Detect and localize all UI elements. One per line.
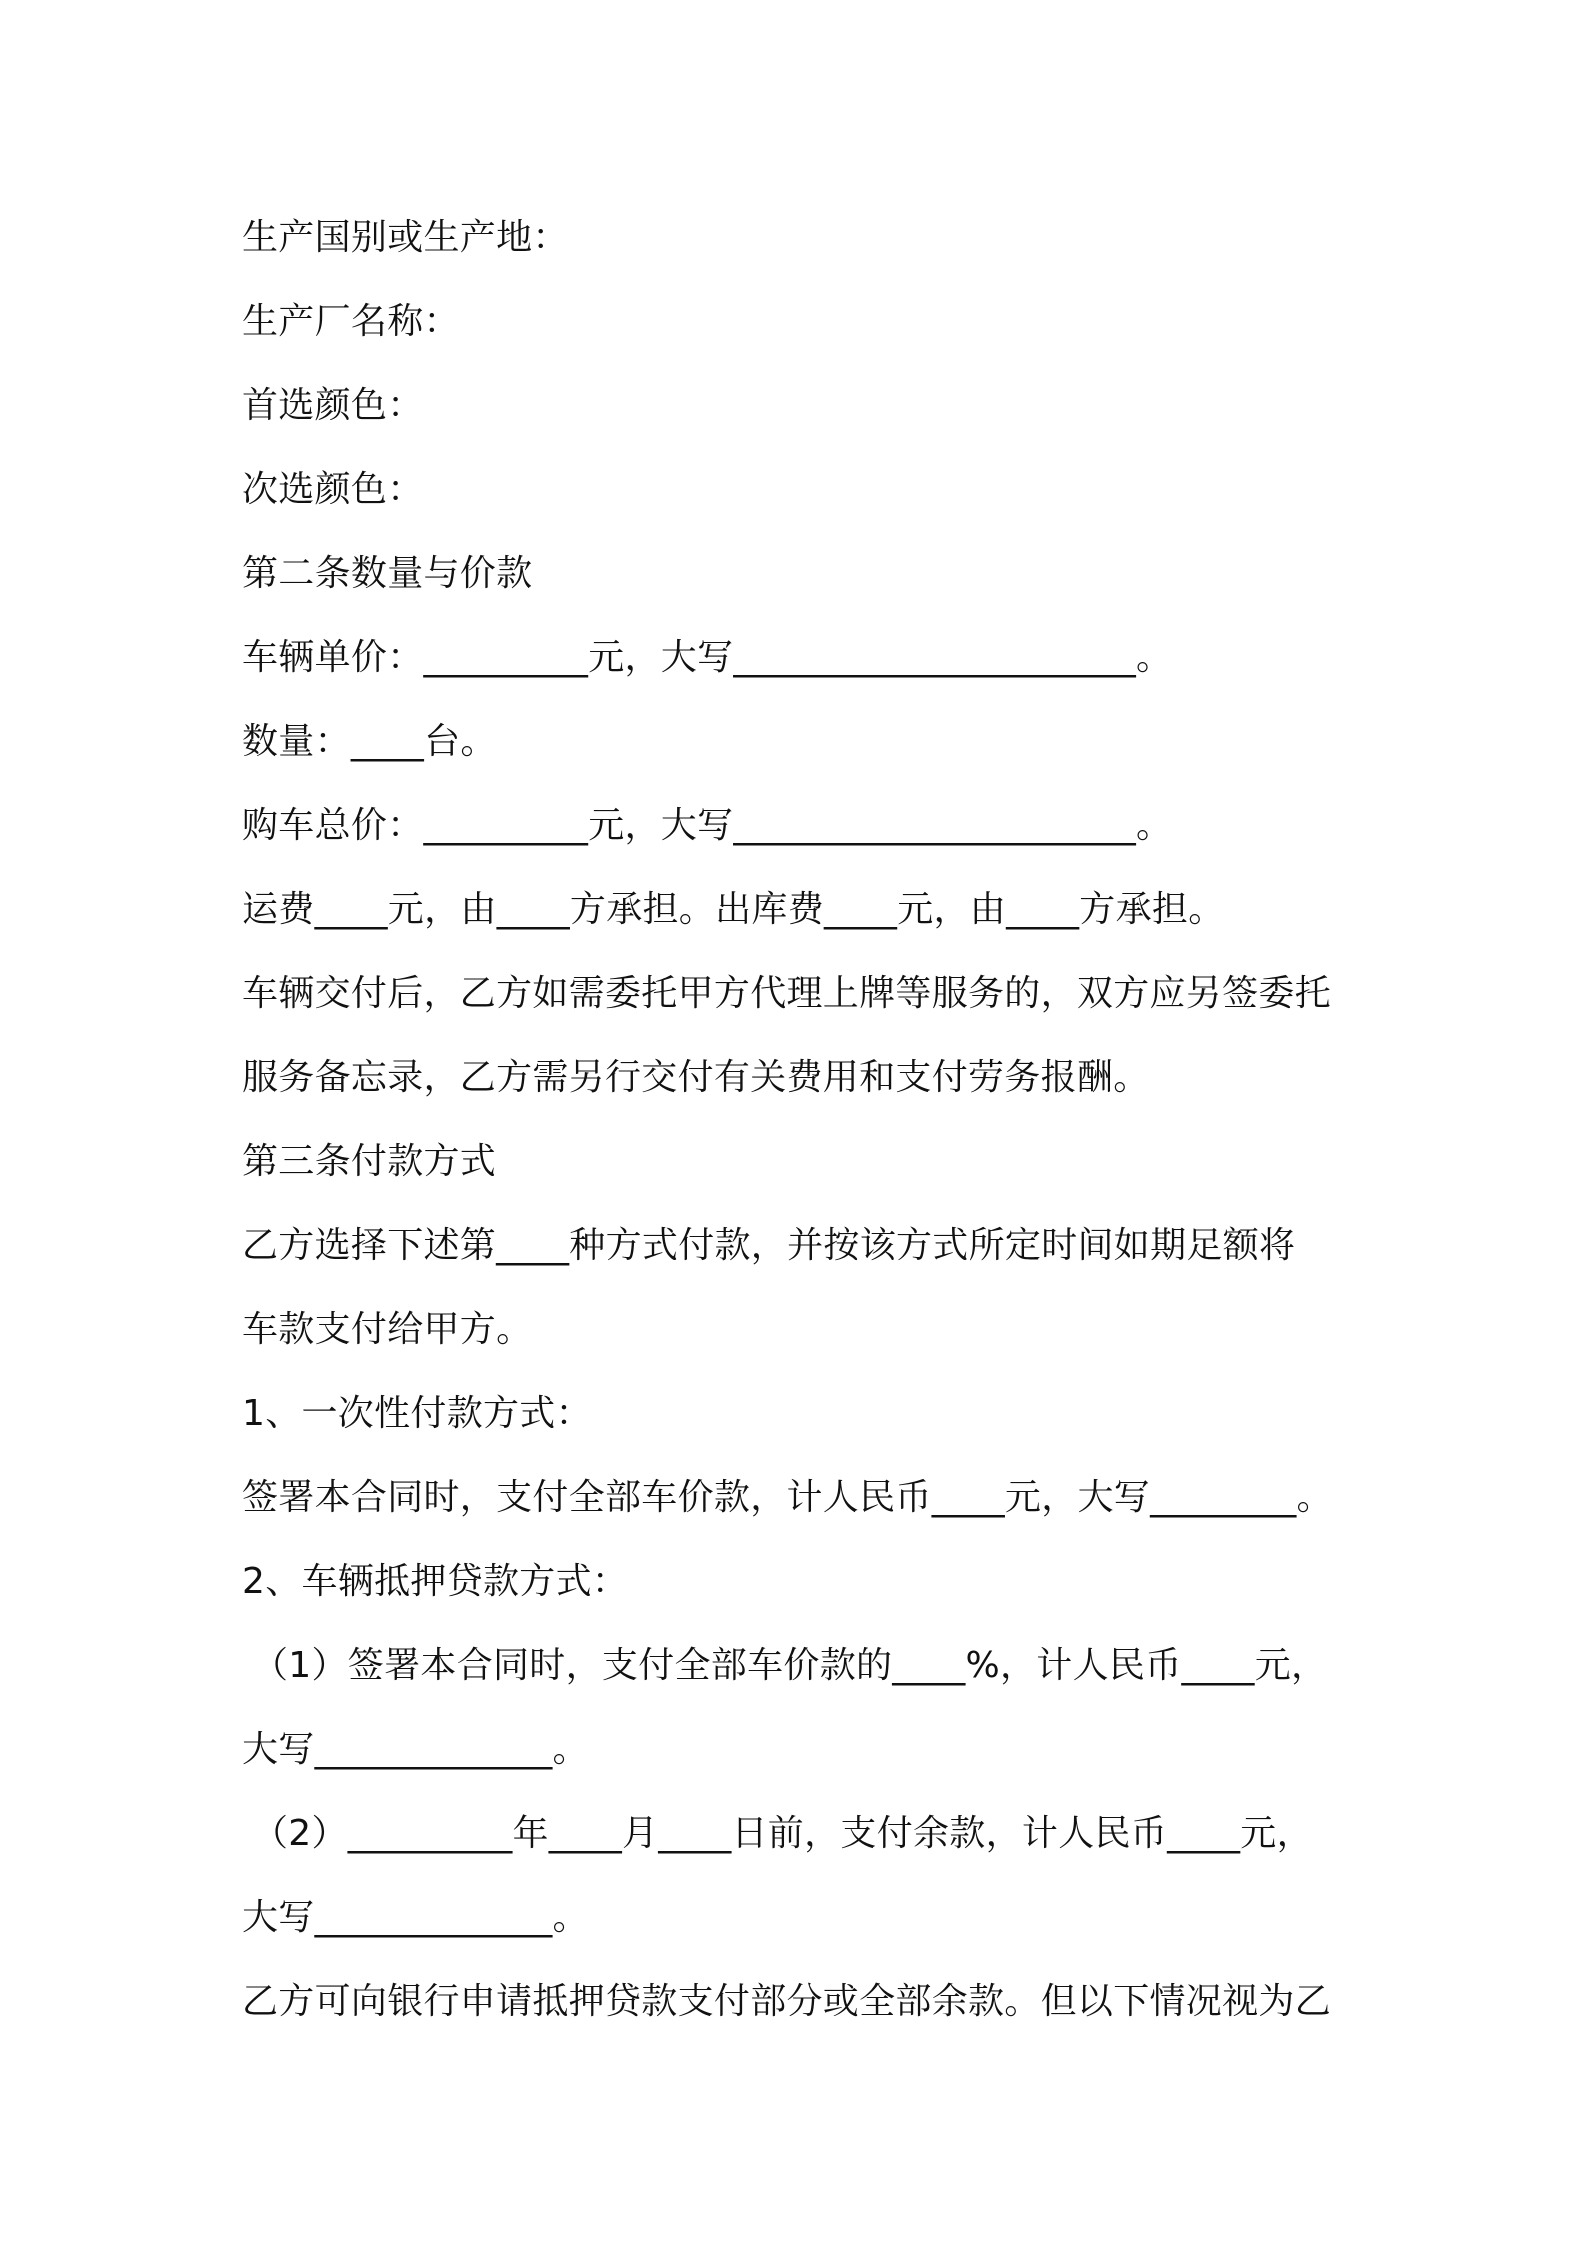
paragraph-delivery-services-cont: 服务备忘录，乙方需另行交付有关费用和支付劳务报酬。 — [242, 1057, 1150, 1098]
clause-mortgage-1: （1）签署本合同时，支付全部车价款的____%，计人民币____元， — [252, 1645, 1328, 1686]
paragraph-lump-sum-detail: 签署本合同时，支付全部车价款，计人民币____元，大写________。 — [242, 1477, 1333, 1518]
field-preferred-color: 首选颜色： — [242, 385, 424, 426]
list-item-mortgage-loan: 2、车辆抵押贷款方式： — [242, 1561, 629, 1602]
field-production-country: 生产国别或生产地： — [242, 217, 569, 258]
field-secondary-color: 次选颜色： — [242, 469, 424, 510]
clause-mortgage-1-cont: 大写_____________。 — [242, 1729, 589, 1770]
paragraph-bank-loan: 乙方可向银行申请抵押贷款支付部分或全部余款。但以下情况视为乙 — [242, 1981, 1332, 2022]
section-heading-quantity-price: 第二条数量与价款 — [242, 553, 533, 594]
field-freight-fees: 运费____元，由____方承担。出库费____元，由____方承担。 — [242, 889, 1225, 930]
field-unit-price: 车辆单价：_________元，大写______________________。 — [242, 637, 1173, 678]
paragraph-payment-choice-cont: 车款支付给甲方。 — [242, 1309, 533, 1350]
document-body — [242, 196, 1362, 2044]
field-total-price: 购车总价：_________元，大写______________________。 — [242, 805, 1173, 846]
field-manufacturer-name: 生产厂名称： — [242, 301, 460, 342]
list-item-lump-sum: 1、一次性付款方式： — [242, 1393, 592, 1434]
clause-mortgage-2-cont: 大写_____________。 — [242, 1897, 589, 1938]
section-heading-payment-method: 第三条付款方式 — [242, 1141, 497, 1182]
clause-mortgage-2: （2）_________年____月____日前，支付余款，计人民币____元， — [252, 1813, 1313, 1854]
paragraph-payment-choice: 乙方选择下述第____种方式付款，并按该方式所定时间如期足额将 — [242, 1225, 1296, 1266]
field-quantity: 数量：____台。 — [242, 721, 497, 762]
paragraph-delivery-services: 车辆交付后，乙方如需委托甲方代理上牌等服务的，双方应另签委托 — [242, 973, 1332, 1014]
